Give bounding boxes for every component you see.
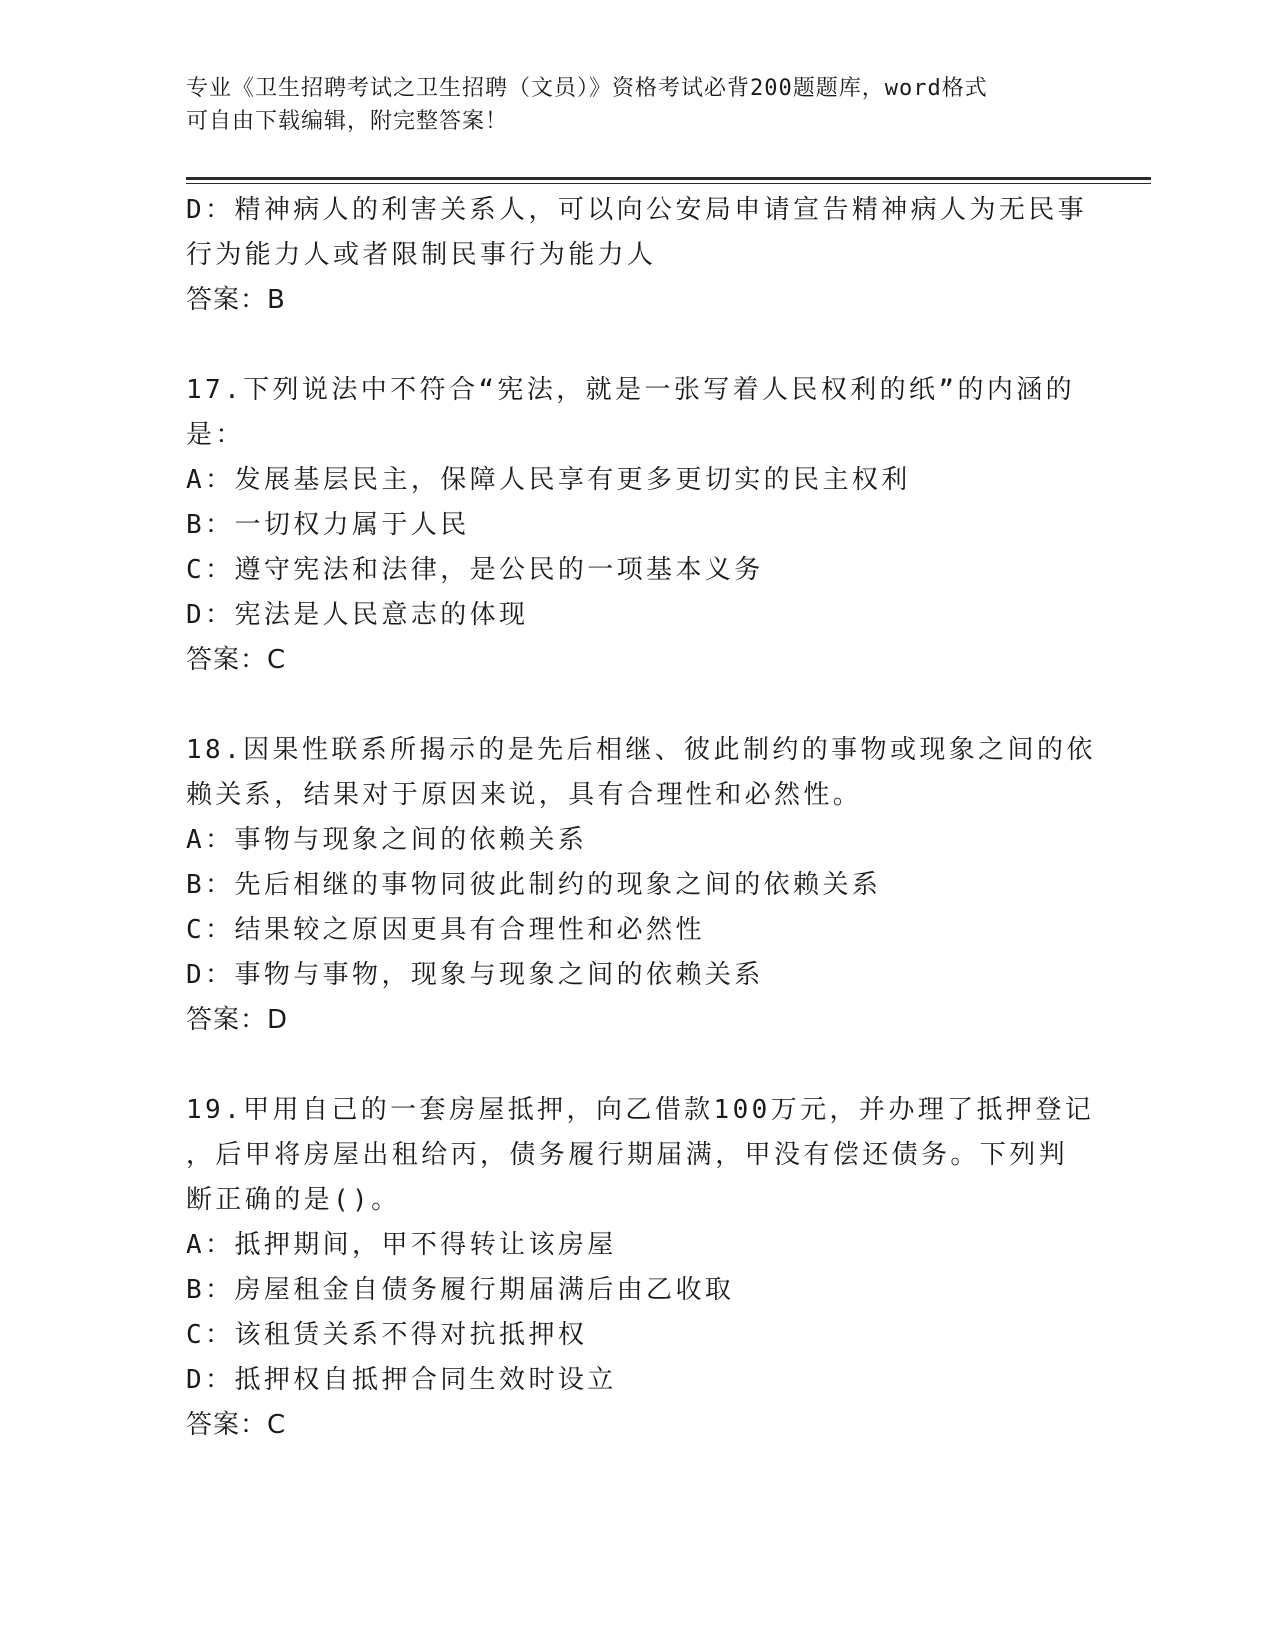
answer-line: 答案：B bbox=[186, 285, 286, 315]
answer-line: 答案：C bbox=[186, 645, 287, 675]
option-c: C：遵守宪法和法律，是公民的一项基本义务 bbox=[186, 555, 764, 585]
option-b: B：先后相继的事物同彼此制约的现象之间的依赖关系 bbox=[186, 870, 882, 900]
option-a: A：发展基层民主，保障人民享有更多更切实的民主权利 bbox=[186, 465, 911, 495]
question-16-continued bbox=[186, 188, 1086, 323]
question-stem-line-1: 19.甲用自己的一套房屋抵押，向乙借款100万元，并办理了抵押登记 bbox=[186, 1095, 1095, 1125]
document-header bbox=[186, 72, 1066, 138]
question-stem-line-2: 是： bbox=[186, 420, 245, 450]
question-spacer bbox=[186, 323, 1086, 368]
header-divider-thick bbox=[186, 177, 1151, 180]
question-spacer bbox=[186, 1043, 1086, 1088]
header-title-line-1: 专业《卫生招聘考试之卫生招聘（文员）》资格考试必背200题题库，word格式 bbox=[186, 76, 988, 101]
option-a: A：事物与现象之间的依赖关系 bbox=[186, 825, 588, 855]
option-c: C：该租赁关系不得对抗抵押权 bbox=[186, 1320, 588, 1350]
option-d-line-1: D：精神病人的利害关系人，可以向公安局申请宣告精神病人为无民事 bbox=[186, 195, 1088, 225]
option-d-line-2: 行为能力人或者限制民事行为能力人 bbox=[186, 240, 657, 270]
document-body bbox=[186, 188, 1096, 1448]
question-18 bbox=[186, 728, 1096, 1043]
question-stem-line-3: 断正确的是()。 bbox=[186, 1185, 401, 1215]
answer-line: 答案：D bbox=[186, 1005, 289, 1035]
option-c: C：结果较之原因更具有合理性和必然性 bbox=[186, 915, 705, 945]
answer-line: 答案：C bbox=[186, 1410, 287, 1440]
option-b: B：房屋租金自债务履行期届满后由乙收取 bbox=[186, 1275, 735, 1305]
question-stem-line-2: 赖关系，结果对于原因来说，具有合理性和必然性。 bbox=[186, 780, 863, 810]
question-spacer bbox=[186, 683, 1086, 728]
header-title-line-2: 可自由下载编辑，附完整答案！ bbox=[186, 109, 509, 134]
option-d: D：抵押权自抵押合同生效时设立 bbox=[186, 1365, 617, 1395]
option-d: D：事物与事物，现象与现象之间的依赖关系 bbox=[186, 960, 764, 990]
question-stem-line-1: 17.下列说法中不符合“宪法，就是一张写着人民权利的纸”的内涵的 bbox=[186, 375, 1076, 405]
question-19 bbox=[186, 1088, 1095, 1448]
question-stem-line-2: ，后甲将房屋出租给丙，债务履行期届满，甲没有偿还债务。下列判 bbox=[186, 1140, 1069, 1170]
option-b: B：一切权力属于人民 bbox=[186, 510, 470, 540]
option-d: D：宪法是人民意志的体现 bbox=[186, 600, 529, 630]
option-a: A：抵押期间，甲不得转让该房屋 bbox=[186, 1230, 617, 1260]
header-divider-thin bbox=[186, 183, 1151, 184]
question-17 bbox=[186, 368, 1086, 683]
question-stem-line-1: 18.因果性联系所揭示的是先后相继、彼此制约的事物或现象之间的依 bbox=[186, 735, 1096, 765]
